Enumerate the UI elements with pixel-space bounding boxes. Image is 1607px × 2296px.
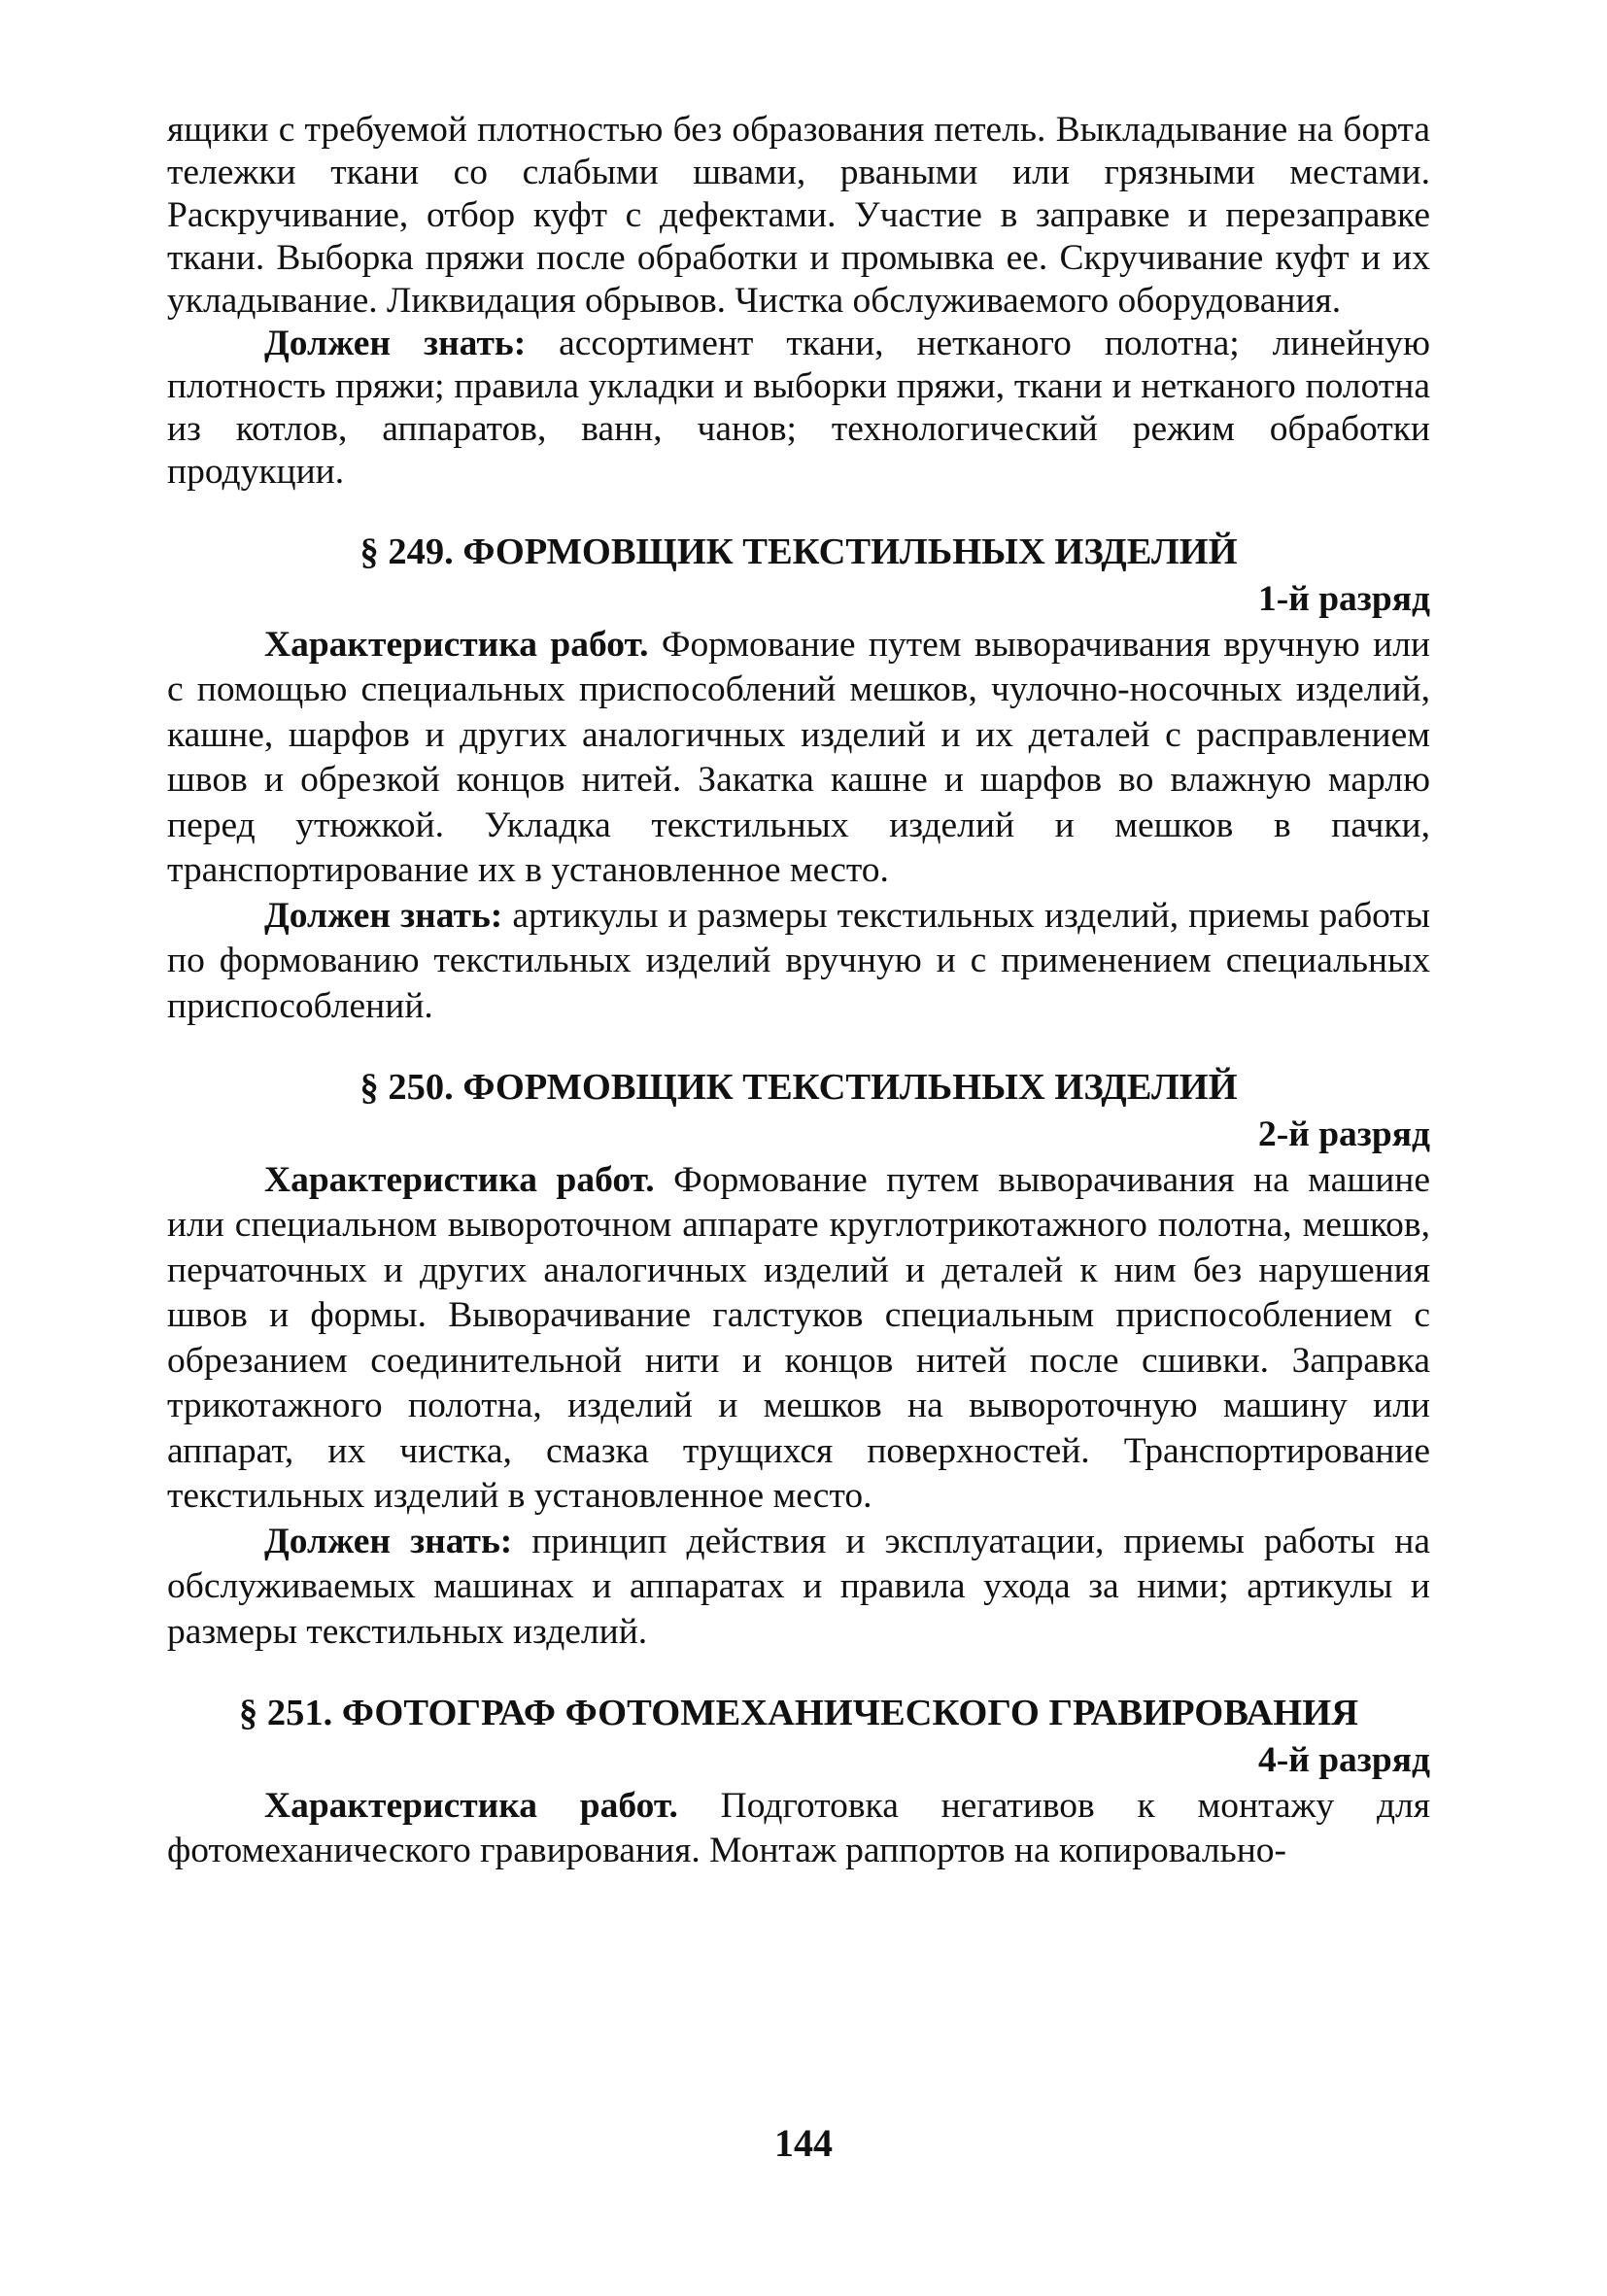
- work-characteristics-text: Формование путем выворачивания вручную или с помощью специальных приспособлений мешков, чулочно-носочных изделий, кашне, шарфов и других аналогичных изделий и их деталей с расправлением швов и обрезкой концов нитей. Закатка кашне и шарфов во влажную марлю перед утюжкой. Укладка текстильных изделий и мешков в пачки, транспортирование их в установленное место.: [167, 624, 1430, 890]
- section-grade: 2-й разряд: [1257, 1114, 1430, 1154]
- work-characteristics-paragraph: [167, 1158, 1430, 1520]
- work-characteristics-lead: Характеристика работ.: [264, 1785, 678, 1826]
- intro-requirements-paragraph: [167, 323, 1430, 494]
- section-grade: 1-й разряд: [1257, 579, 1430, 619]
- page-body: [167, 109, 1430, 1874]
- requirements-text: принцип действия и эксплуатации, приемы работы на обслуживаемых машинах и аппаратах и правила ухода за ними; артикулы и размеры текстильных изделий.: [167, 1521, 1430, 1652]
- requirements-paragraph: [167, 1520, 1430, 1656]
- work-characteristics-text: Формование путем выворачивания на машине или специальном вывороточном аппарате круглотрикотажного полотна, мешков, перчаточных и других аналогичных изделий и деталей к ним без нарушения швов и формы. Выворачивание галстуков специальным приспособлением с обрезанием соединительной нити и концов нитей после сшивки. Заправка трикотажного полотна, изделий и мешков на вывороточную машину или аппарат, их чистка, смазка трущихся поверхностей. Транспортирование текстильных изделий в установленное место.: [167, 1159, 1430, 1516]
- requirements-lead: Должен знать:: [264, 895, 503, 936]
- work-characteristics-lead: Характеристика работ.: [264, 624, 649, 665]
- work-characteristics-paragraph: [167, 623, 1430, 894]
- requirements-lead: Должен знать:: [264, 324, 527, 363]
- section-249: [167, 529, 1430, 1029]
- requirements-paragraph: [167, 894, 1430, 1030]
- requirements-text: ассортимент ткани, нетканого полотна; линейную плотность пряжи; правила укладки и выборки пряжи, ткани и нетканого полотна из котлов, аппаратов, ванн, чанов; технологический режим обработки продукции.: [167, 324, 1430, 492]
- section-heading: § 251. ФОТОГРАФ ФОТОМЕХАНИЧЕСКОГО ГРАВИРОВАНИЯ: [238, 1693, 1358, 1733]
- work-characteristics-lead: Характеристика работ.: [264, 1159, 655, 1200]
- section-heading: § 250. ФОРМОВЩИК ТЕКСТИЛЬНЫХ ИЗДЕЛИЙ: [359, 1067, 1238, 1108]
- section-251: [167, 1690, 1430, 1874]
- requirements-lead: Должен знать:: [264, 1521, 513, 1561]
- intro-paragraph: ящики с требуемой плотностью без образования петель. Выкладывание на борта тележки ткани со слабыми швами, рваными или грязными местами. Раскручивание, отбор куфт с дефектами. Участие в заправке и перезаправке ткани. Выборка пряжи после обработки и промывка ее. Скручивание куфт и их укладывание. Ликвидация обрывов. Чистка обслуживаемого оборудования.: [167, 110, 1430, 321]
- section-grade: 4-й разряд: [1257, 1740, 1430, 1780]
- section-250: [167, 1064, 1430, 1655]
- requirements-text: артикулы и размеры текстильных изделий, приемы работы по формованию текстильных изделий вручную и с применением специальных приспособлений.: [167, 895, 1430, 1026]
- page-number: 144: [774, 2121, 833, 2165]
- work-characteristics-text: Подготовка негативов к монтажу для фотомеханического гравирования. Монтаж раппортов на копировально-: [167, 1785, 1430, 1870]
- section-heading: § 249. ФОРМОВЩИК ТЕКСТИЛЬНЫХ ИЗДЕЛИЙ: [359, 531, 1238, 572]
- work-characteristics-paragraph: [167, 1784, 1430, 1874]
